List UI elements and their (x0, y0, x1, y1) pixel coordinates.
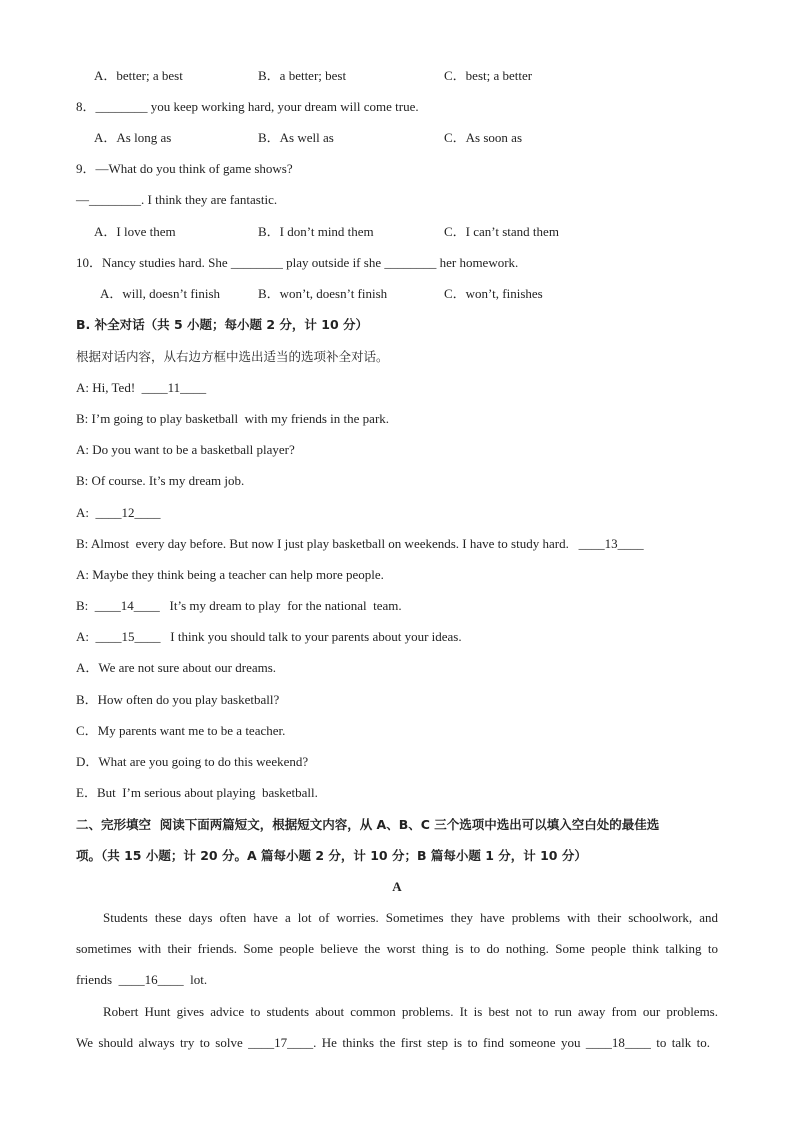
q7-option-b: B．a better; best (258, 68, 347, 83)
q7-option-c: C．best; a better (444, 68, 533, 83)
q10-option-a: A．will, doesn’t finish (100, 286, 221, 301)
dialogue-line: B: Almost every day before. But now I just play basketball on weekends. I have to study hard. ____13____ (76, 536, 644, 551)
dialogue-line: B: ____14____ It’s my dream to play for the national team. (76, 598, 402, 613)
dialogue-line: A: ____15____ I think you should talk to your parents about your ideas. (76, 629, 462, 644)
choice-item: C．My parents want me to be a teacher. (76, 723, 286, 738)
part2-title-line2: 项。（共 15 小题；计 20 分。A 篇每小题 2 分，计 10 分；B 篇每小题 1 分，计 10 分） (76, 848, 587, 863)
q7-option-a: A．better; a best (94, 68, 183, 83)
dialogue-line: A: Maybe they think being a teacher can help more people. (76, 567, 384, 582)
passage-line: Robert Hunt gives advice to students about common problems. It is best not to run away from our problems. (103, 1004, 718, 1019)
q10-stem: 10．Nancy studies hard. She ________ play outside if she ________ her homework. (76, 255, 519, 270)
dialogue-line: A: Hi, Ted! ____11____ (76, 380, 207, 395)
section-b-title: B. 补全对话（共 5 小题；每小题 2 分，计 10 分） (76, 317, 369, 332)
q8-option-c: C．As soon as (444, 130, 523, 145)
dialogue-line: B: I’m going to play basketball with my friends in the park. (76, 411, 390, 426)
choice-item: B．How often do you play basketball? (76, 692, 280, 707)
q9-option-c: C．I can’t stand them (444, 224, 559, 239)
q10-option-c: C．won’t, finishes (444, 286, 543, 301)
choice-item: E．But I’m serious about playing basketball. (76, 785, 318, 800)
passage-line: Students these days often have a lot of worries. Sometimes they have problems with their schoolwork, and (103, 910, 718, 925)
passage-line: friends ____16____ lot. (76, 972, 208, 987)
dialogue-line: B: Of course. It’s my dream job. (76, 473, 245, 488)
q9-option-a: A．I love them (94, 224, 176, 239)
q8-option-b: B．As well as (258, 130, 334, 145)
q9-stem: 9．—What do you think of game shows? (76, 161, 293, 176)
part2-title-line1: 二、完形填空 阅读下面两篇短文，根据短文内容，从 A、B、C 三个选项中选出可以填入空白处的最佳选 (76, 817, 660, 832)
passage-line: sometimes with their friends. Some people believe the worst thing is to do nothing. Some people think talking to (76, 941, 718, 956)
q9-option-b: B．I don’t mind them (258, 224, 374, 239)
passage-line: We should always try to solve ____17____. He thinks the first step is to find someone you ____18____ to talk to. (76, 1035, 710, 1050)
q8-stem: 8．________ you keep working hard, your dream will come true. (76, 99, 419, 114)
q10-option-b: B．won’t, doesn’t finish (258, 286, 388, 301)
dialogue-line: A: ____12____ (76, 505, 161, 520)
q9-stem-2: —________. I think they are fantastic. (76, 192, 278, 207)
dialogue-line: A: Do you want to be a basketball player? (76, 442, 295, 457)
choice-item: A．We are not sure about our dreams. (76, 660, 277, 675)
choice-item: D．What are you going to do this weekend? (76, 754, 309, 769)
passage-label: A (392, 879, 402, 894)
q8-option-a: A．As long as (94, 130, 172, 145)
section-b-instruction: 根据对话内容，从右边方框中选出适当的选项补全对话。 (76, 349, 389, 364)
